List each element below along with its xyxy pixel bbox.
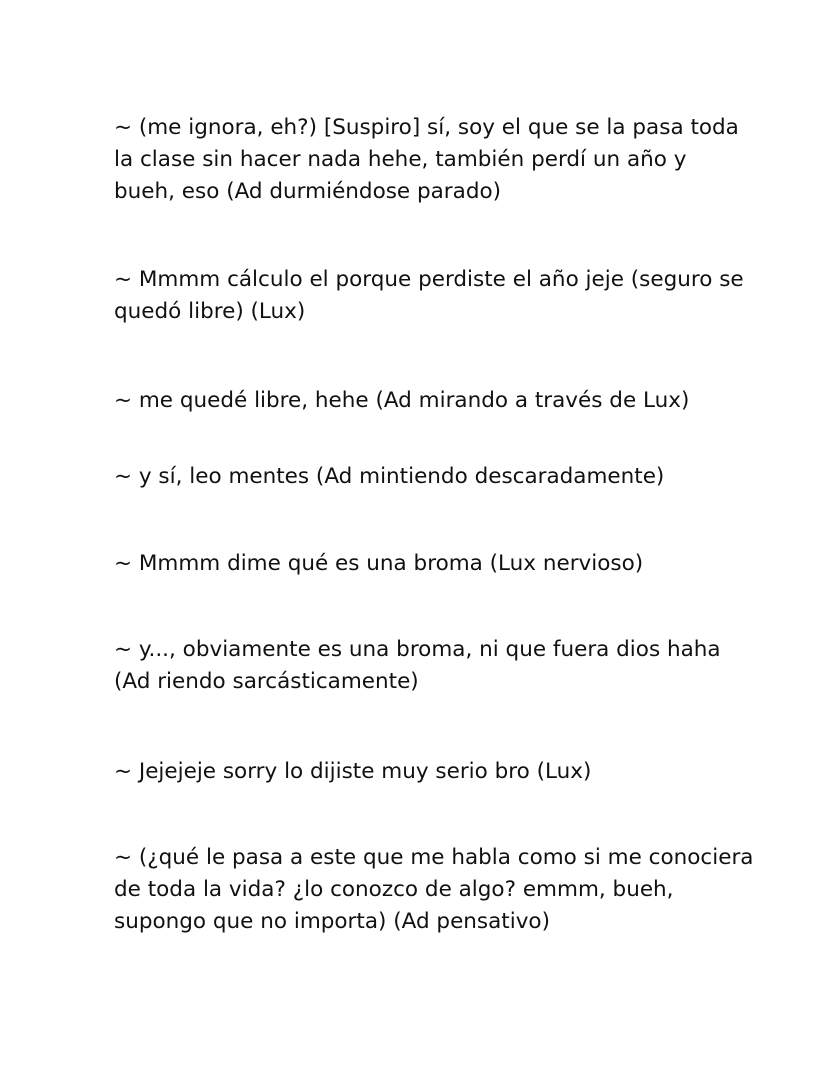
- paragraph-8: ~ (¿qué le pasa a este que me habla como si me conociera de toda la vida? ¿lo conozco de algo? emmm, bueh, supongo que no importa) (Ad pensativo): [114, 845, 754, 934]
- paragraph-1: ~ (me ignora, eh?) [Suspiro] sí, soy el que se la pasa toda la clase sin hacer nada hehe, también perdí un año y bueh, eso (Ad durmiéndose parado): [114, 115, 739, 204]
- paragraph-6: ~ y..., obviamente es una broma, ni que fuera dios haha (Ad riendo sarcásticamente): [114, 637, 721, 694]
- paragraph-2: ~ Mmmm cálculo el porque perdiste el año jeje (seguro se quedó libre) (Lux): [114, 267, 744, 324]
- paragraph-3: ~ me quedé libre, hehe (Ad mirando a través de Lux): [114, 388, 690, 413]
- paragraph-4: ~ y sí, leo mentes (Ad mintiendo descaradamente): [114, 464, 665, 489]
- paragraph-7: ~ Jejejeje sorry lo dijiste muy serio bro (Lux): [114, 759, 592, 784]
- paragraph-5: ~ Mmmm dime qué es una broma (Lux nervioso): [114, 551, 644, 576]
